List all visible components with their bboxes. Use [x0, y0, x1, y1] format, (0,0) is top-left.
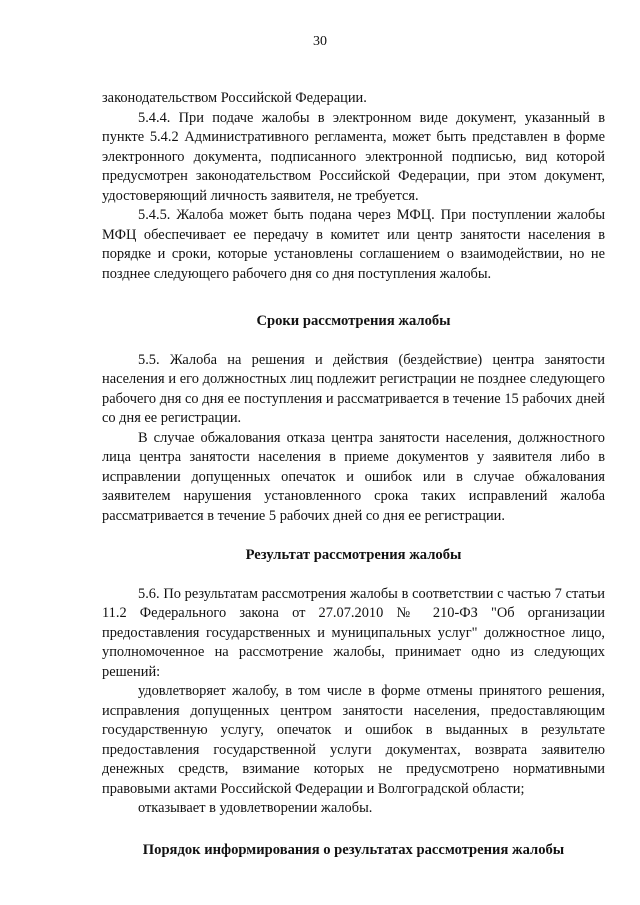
section-heading-result: Результат рассмотрения жалобы	[245, 547, 462, 563]
paragraph-5-4-4: 5.4.4. При подаче жалобы в электронном виде документ, указанный в пункте 5.4.2 Административного регламента, может быть представлен в форме электронного документа, подписанного электронной подписью, вид которой предусмотрен законодательством Российской Федерации, при этом документ, удостоверяющий личность заявителя, не требуется.	[102, 109, 605, 204]
paragraph-5-4-5: 5.4.5. Жалоба может быть подана через МФЦ. При поступлении жалобы МФЦ обеспечивает ее передачу в комитет или центр занятости населения в порядке и сроки, которые установлены соглашением о взаимодействии, но не позднее следующего рабочего дня со дня поступления жалобы.	[102, 207, 605, 282]
paragraph-decision-satisfy: удовлетворяет жалобу, в том числе в форме отмены принятого решения, исправления допущенных центром занятости населения, предоставляющим государственную услугу, опечаток и ошибок в выданных в результате предоставления государственной услуги документах, возврата заявителю денежных средств, взимание которых не предусмотрено нормативными правовыми актами Российской Федерации и Волгоградской области;	[102, 683, 605, 797]
page-number: 30	[313, 34, 327, 49]
paragraph-decision-refuse: отказывает в удовлетворении жалобы.	[138, 800, 373, 816]
paragraph-appeal-refusal: В случае обжалования отказа центра занятости населения, должностного лица центра занятости населения в приеме документов у заявителя либо в исправлении допущенных опечаток и ошибок или в случае обжалования заявителем нарушения установленного срока таких исправлений жалоба рассматривается в течение 5 рабочих дней со дня ее регистрации.	[102, 429, 605, 524]
paragraph-legislation-end: законодательством Российской Федерации.	[102, 90, 367, 106]
section-heading-informing: Порядок информирования о результатах рассмотрения жалобы	[142, 841, 565, 858]
paragraph-5-6: 5.6. По результатам рассмотрения жалобы в соответствии с частью 7 статьи 11.2 Федерального закона от 27.07.2010 № 210-ФЗ "Об организации предоставления государственных и муниципальных услуг" должностное лицо, уполномоченное на рассмотрение жалобы, принимает одно из следующих решений:	[102, 585, 605, 680]
document-body	[102, 89, 605, 860]
section-heading-deadlines: Сроки рассмотрения жалобы	[256, 313, 451, 329]
paragraph-5-5: 5.5. Жалоба на решения и действия (бездействие) центра занятости населения и его должностных лиц подлежит регистрации не позднее следующего рабочего дня со дня ее поступления и рассматривается в течение 15 рабочих дней со дня ее регистрации.	[102, 351, 605, 426]
